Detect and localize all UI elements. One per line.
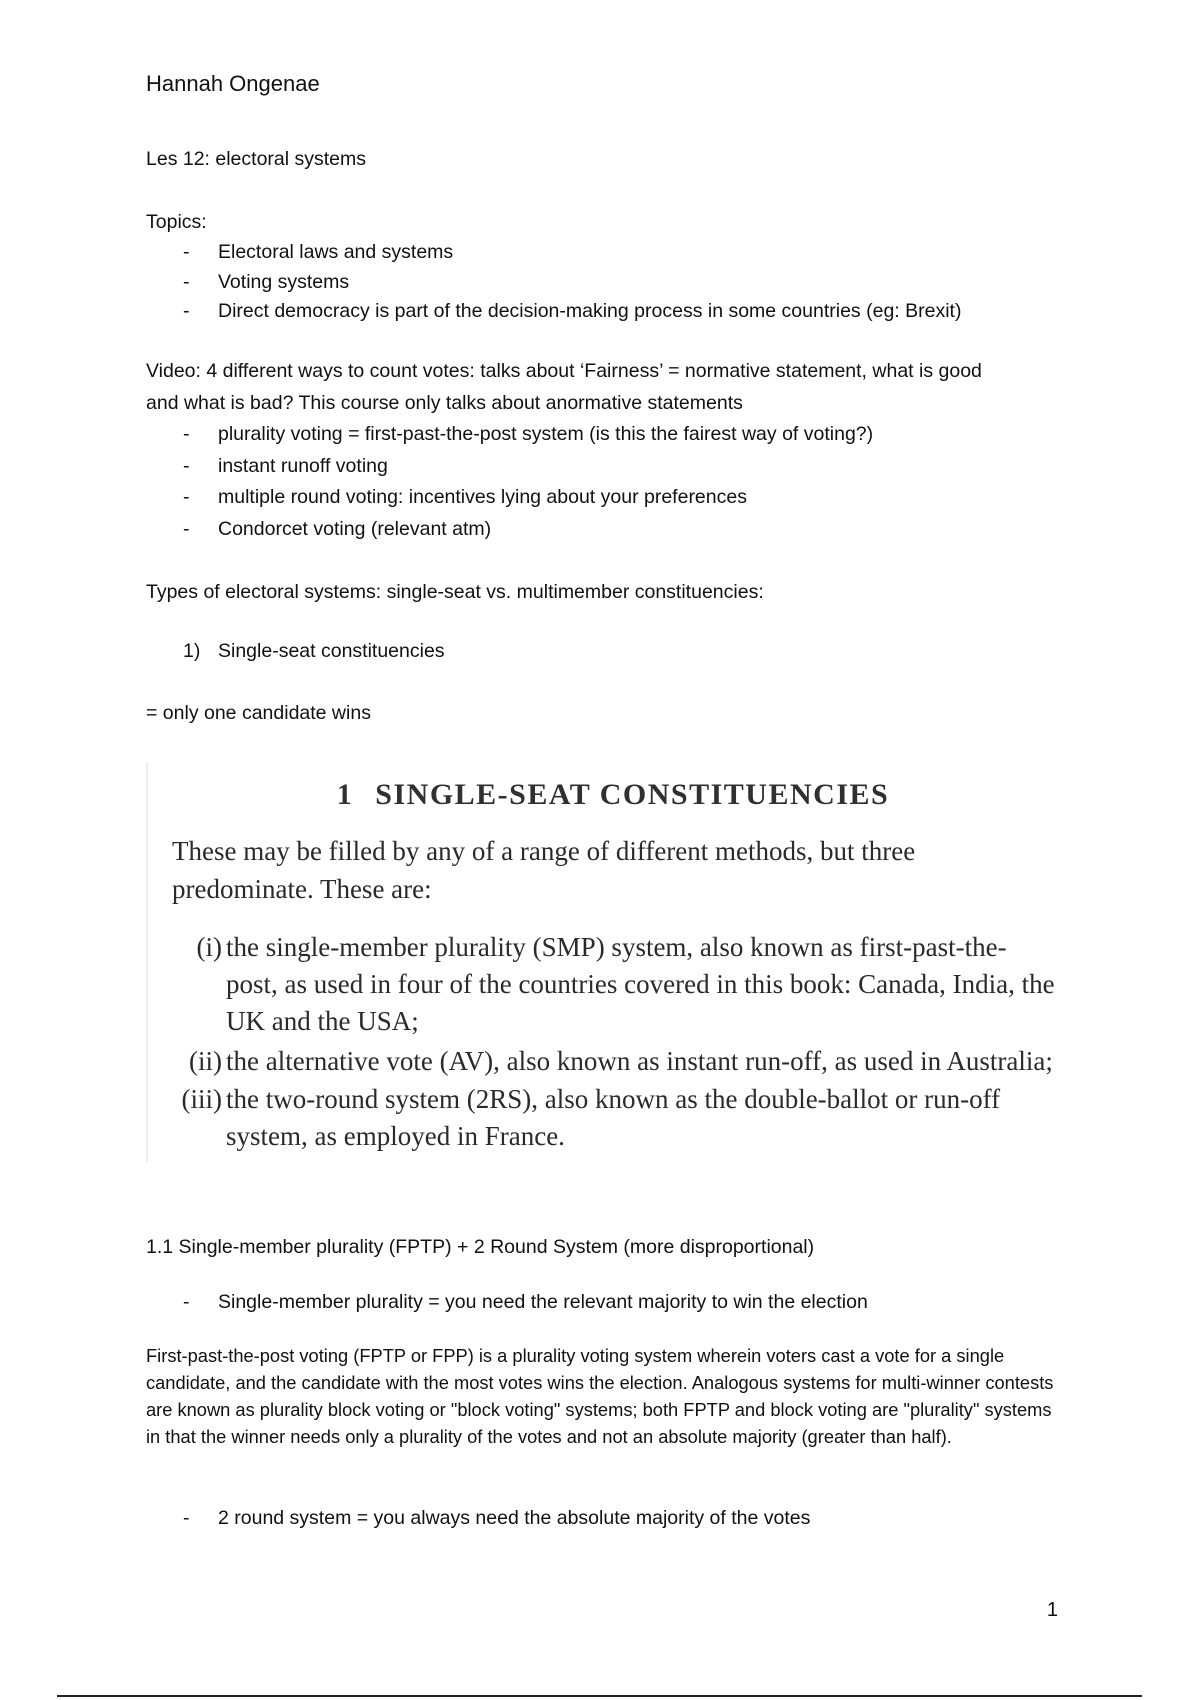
video-line-1: Video: 4 different ways to count votes: talks about ‘Fairness’ = normative statement, what is good bbox=[146, 360, 982, 382]
excerpt-item-label: (i) bbox=[196, 932, 222, 962]
video-item-text: multiple round voting: incentives lying about your preferences bbox=[218, 486, 747, 508]
video-item-text: Condorcet voting (relevant atm) bbox=[218, 518, 492, 540]
bullet-dash: - bbox=[183, 241, 190, 263]
excerpt-item-label: (iii) bbox=[181, 1084, 222, 1114]
bullet-dash: - bbox=[183, 486, 190, 508]
section-heading: 1.1 Single-member plurality (FPTP) + 2 Round System (more disproportional) bbox=[146, 1236, 815, 1258]
topics-item-text: Electoral laws and systems bbox=[218, 241, 454, 263]
lesson-title: Les 12: electoral systems bbox=[146, 148, 367, 170]
section-bullet-text: Single-member plurality = you need the relevant majority to win the election bbox=[218, 1291, 868, 1313]
numbered-item-text: Single-seat constituencies bbox=[218, 640, 445, 662]
video-item-text: plurality voting = first-past-the-post system (is this the fairest way of voting?) bbox=[218, 423, 874, 445]
topics-label: Topics: bbox=[146, 211, 207, 233]
excerpt-item-label: (ii) bbox=[189, 1046, 222, 1076]
video-line-2: and what is bad? This course only talks about anormative statements bbox=[146, 392, 743, 414]
bullet-dash: - bbox=[183, 1291, 190, 1313]
excerpt-heading bbox=[148, 778, 1078, 812]
excerpt-item-text: the single-member plurality (SMP) system, also known as first-past-the-post, as used in four of the countries covered in this book: Canada, India, the UK and the USA; bbox=[226, 932, 1055, 1036]
bullet-dash: - bbox=[183, 455, 190, 477]
footer-divider bbox=[57, 1695, 1142, 1697]
excerpt-intro: These may be filled by any of a range of different methods, but three predominate. These are: bbox=[172, 836, 916, 904]
topics-item-text: Direct democracy is part of the decision-making process in some countries (eg: Brexit) bbox=[218, 300, 962, 322]
video-item-text: instant runoff voting bbox=[218, 455, 388, 477]
author-name: Hannah Ongenae bbox=[146, 71, 320, 96]
section-bullet-text: 2 round system = you always need the absolute majority of the votes bbox=[218, 1507, 811, 1529]
fptp-paragraph: First-past-the-post voting (FPTP or FPP) is a plurality voting system wherein voters cast a vote for a single candidate, and the candidate with the most votes wins the election. Analogous systems for multi-winner contests are known as plurality block voting or "block voting" systems; both FPTP and block voting are "plurality" systems in that the winner needs only a plurality of the votes and not an absolute majority (greater than half). bbox=[146, 1345, 1054, 1447]
bullet-dash: - bbox=[183, 1507, 190, 1529]
bullet-dash: - bbox=[183, 300, 190, 322]
excerpt-item-text: the alternative vote (AV), also known as instant run-off, as used in Australia; bbox=[226, 1046, 1053, 1076]
types-heading: Types of electoral systems: single-seat vs. multimember constituencies: bbox=[146, 581, 764, 603]
page-number: 1 bbox=[1046, 1599, 1058, 1621]
book-excerpt-image bbox=[146, 762, 1078, 1162]
bullet-dash: - bbox=[183, 271, 190, 293]
numbered-marker: 1) bbox=[183, 640, 201, 662]
excerpt-heading-text: SINGLE-SEAT CONSTITUENCIES bbox=[375, 778, 890, 811]
excerpt-item-text: the two-round system (2RS), also known as the double-ballot or run-off system, as employed in France. bbox=[226, 1084, 1001, 1151]
excerpt-heading-number: 1 bbox=[336, 778, 354, 811]
bullet-dash: - bbox=[183, 518, 190, 540]
bullet-dash: - bbox=[183, 423, 190, 445]
definition-line: = only one candidate wins bbox=[146, 702, 371, 724]
topics-item-text: Voting systems bbox=[218, 271, 350, 293]
